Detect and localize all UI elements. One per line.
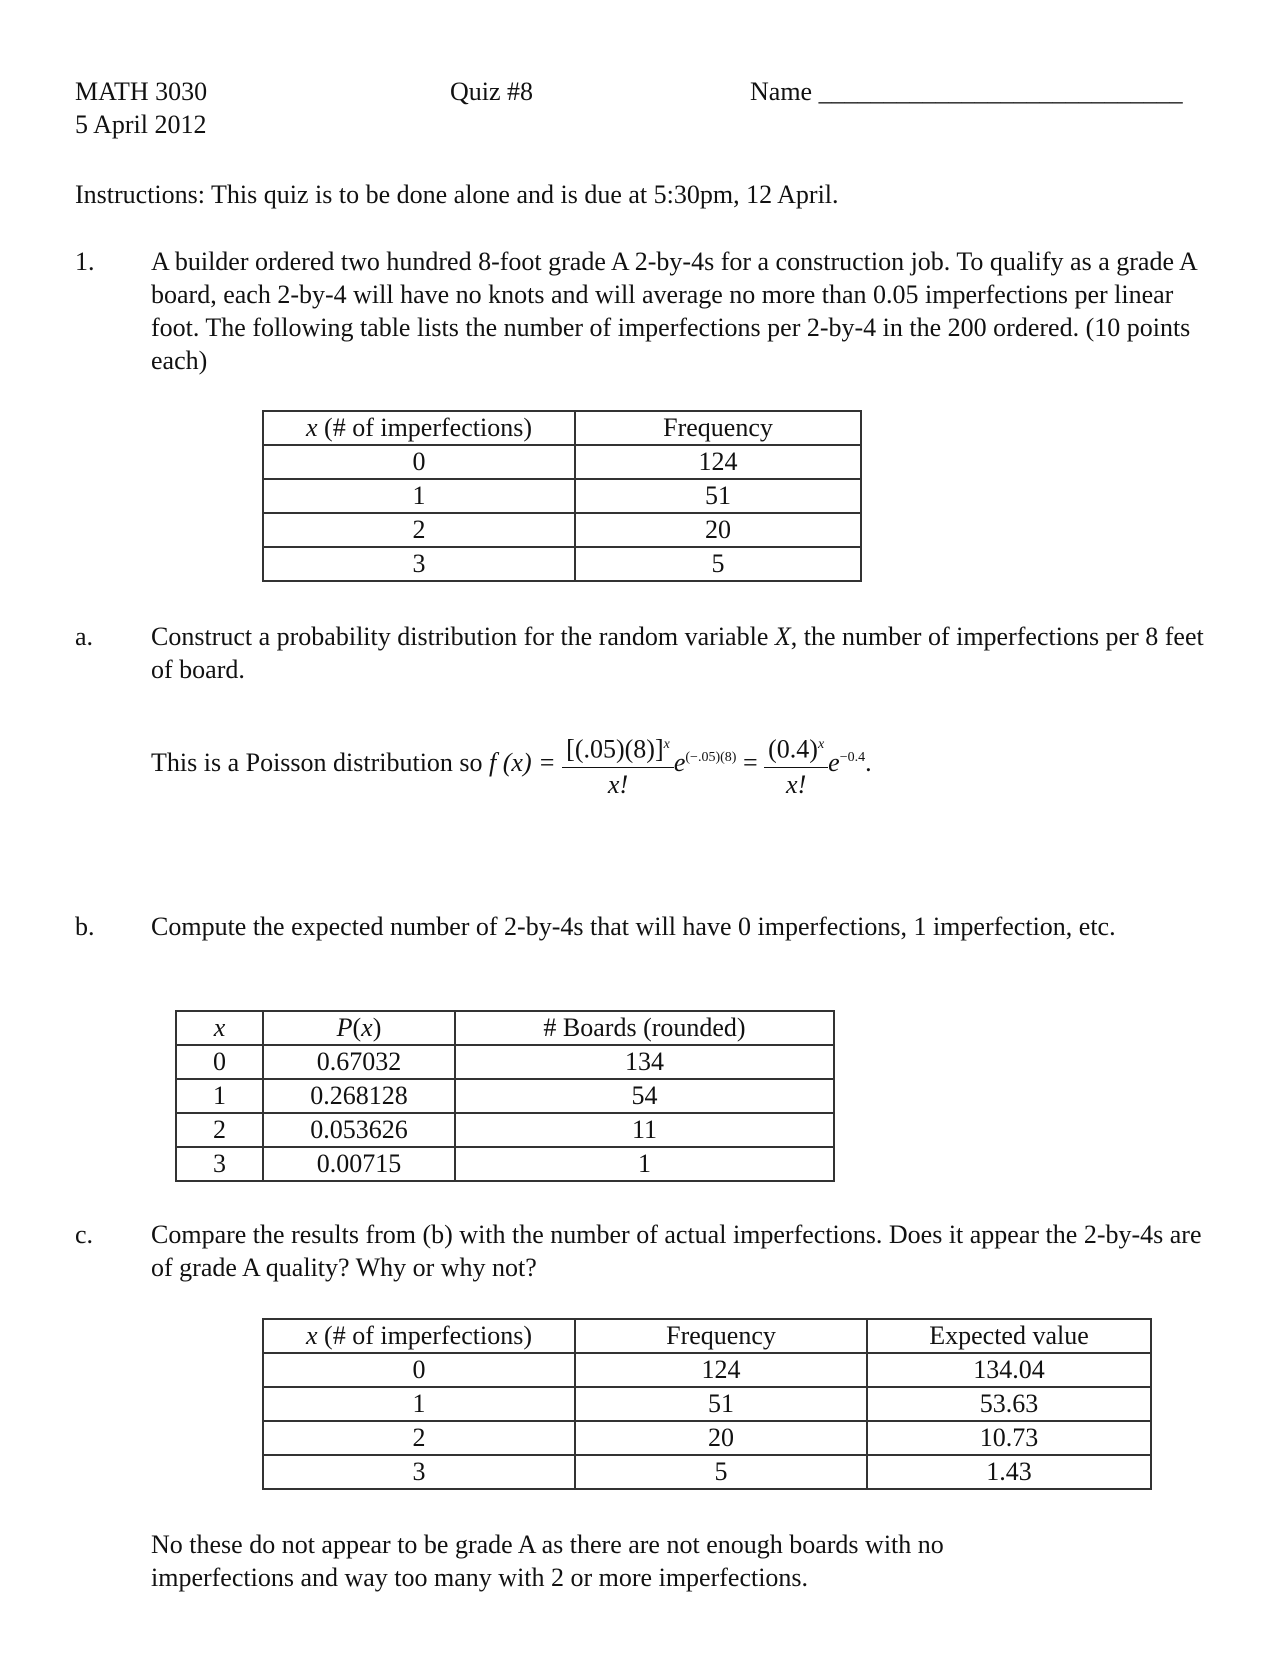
cell: 124 [575, 1353, 867, 1387]
name-field [750, 75, 1183, 108]
cell: 134.04 [867, 1353, 1151, 1387]
table-row [263, 1387, 1151, 1421]
table-row [176, 1113, 834, 1147]
cell: 0.268128 [263, 1079, 455, 1113]
problem-text: A builder ordered two hundred 8-foot grade A 2-by-4s for a construction job. To qualify as a grade A board, each 2-by-4 will have no knots and will average no more than 0.05 imperfections per linear foot. The following table lists the number of imperfections per 2-by-4 in the 200 ordered. (10 points each) [151, 247, 1197, 375]
table-row [263, 513, 861, 547]
e-exponent-1: (−.05)(8) [685, 750, 737, 766]
header-px: P(x) [263, 1011, 455, 1045]
cell: 0 [263, 1353, 575, 1387]
table-row [263, 479, 861, 513]
denominator-1: x! [607, 769, 629, 799]
cell: 0 [263, 445, 575, 479]
cell: 1 [263, 1387, 575, 1421]
cell: 1 [263, 479, 575, 513]
problem-number: 1. [75, 247, 95, 276]
poisson-formula [151, 728, 872, 808]
formula-lhs: f (x) = [489, 747, 556, 777]
comparison-table [262, 1318, 1152, 1490]
cell: 5 [575, 1455, 867, 1489]
cell: 10.73 [867, 1421, 1151, 1455]
cell: 3 [263, 547, 575, 581]
header-frequency: Frequency [575, 411, 861, 445]
name-blank: ____________________________ [818, 77, 1183, 106]
cell: 124 [575, 445, 861, 479]
header-boards: # Boards (rounded) [455, 1011, 834, 1045]
exponent-1: x [663, 737, 670, 752]
cell: 134 [455, 1045, 834, 1079]
e-1: e [673, 747, 686, 777]
fraction-2 [764, 728, 828, 802]
table-row [263, 1455, 1151, 1489]
cell: 0.00715 [263, 1147, 455, 1181]
quiz-title: Quiz #8 [450, 77, 534, 106]
cell: 53.63 [867, 1387, 1151, 1421]
table-header-row [263, 1319, 1151, 1353]
cell: 1.43 [867, 1455, 1151, 1489]
probability-table [175, 1010, 835, 1182]
fraction-1 [562, 728, 674, 802]
part-c-answer: No these do not appear to be grade A as there are not enough boards with no imperfections and way too many with 2 or more imperfections. [151, 1530, 944, 1592]
table-row [263, 1353, 1151, 1387]
table-header-row [176, 1011, 834, 1045]
e-2: e [828, 747, 840, 777]
name-label: Name [750, 77, 813, 106]
cell: 0 [176, 1045, 263, 1079]
cell: 2 [263, 1421, 575, 1455]
header-x: x (# of imperfections) [263, 1319, 575, 1353]
cell: 11 [455, 1113, 834, 1147]
part-a-text: Construct a probability distribution for the random variable X, the number of imperfections per 8 feet of board. [151, 622, 1204, 684]
numerator-2: (0.4) [768, 734, 818, 764]
part-a-label: a. [75, 622, 94, 651]
part-b-label: b. [75, 912, 95, 941]
equals: = [742, 747, 758, 777]
instructions: Instructions: This quiz is to be done alone and is due at 5:30pm, 12 April. [75, 180, 839, 209]
part-c-text: Compare the results from (b) with the number of actual imperfections. Does it appear the 2-by-4s are of grade A quality? Why or why not? [151, 1220, 1202, 1282]
cell: 1 [455, 1147, 834, 1181]
period: . [865, 747, 872, 777]
cell: 51 [575, 1387, 867, 1421]
table-row [263, 445, 861, 479]
table-row [176, 1079, 834, 1113]
course-label: MATH 3030 [75, 77, 208, 106]
cell: 51 [575, 479, 861, 513]
e-exponent-2: −0.4 [839, 750, 866, 766]
header-x: x (# of imperfections) [263, 411, 575, 445]
table-row [263, 547, 861, 581]
cell: 20 [575, 1421, 867, 1455]
denominator-2: x! [786, 769, 807, 799]
numerator-1: [(.05)(8)] [566, 734, 664, 764]
part-b-text: Compute the expected number of 2-by-4s that will have 0 imperfections, 1 imperfection, etc. [151, 912, 1116, 941]
formula-prefix: This is a Poisson distribution so [151, 747, 483, 777]
cell: 54 [455, 1079, 834, 1113]
part-c-label: c. [75, 1220, 94, 1249]
frequency-table [262, 410, 862, 582]
cell: 0.67032 [263, 1045, 455, 1079]
cell: 1 [176, 1079, 263, 1113]
cell: 3 [263, 1455, 575, 1489]
cell: 2 [176, 1113, 263, 1147]
cell: 3 [176, 1147, 263, 1181]
table-header-row [263, 411, 861, 445]
cell: 20 [575, 513, 861, 547]
table-row [263, 1421, 1151, 1455]
header-frequency: Frequency [575, 1319, 867, 1353]
header-expected: Expected value [867, 1319, 1151, 1353]
cell: 0.053626 [263, 1113, 455, 1147]
header-x: x [176, 1011, 263, 1045]
exponent-2: x [817, 737, 825, 752]
table-row [176, 1045, 834, 1079]
cell: 2 [263, 513, 575, 547]
table-row [176, 1147, 834, 1181]
cell: 5 [575, 547, 861, 581]
quiz-date: 5 April 2012 [75, 110, 207, 139]
